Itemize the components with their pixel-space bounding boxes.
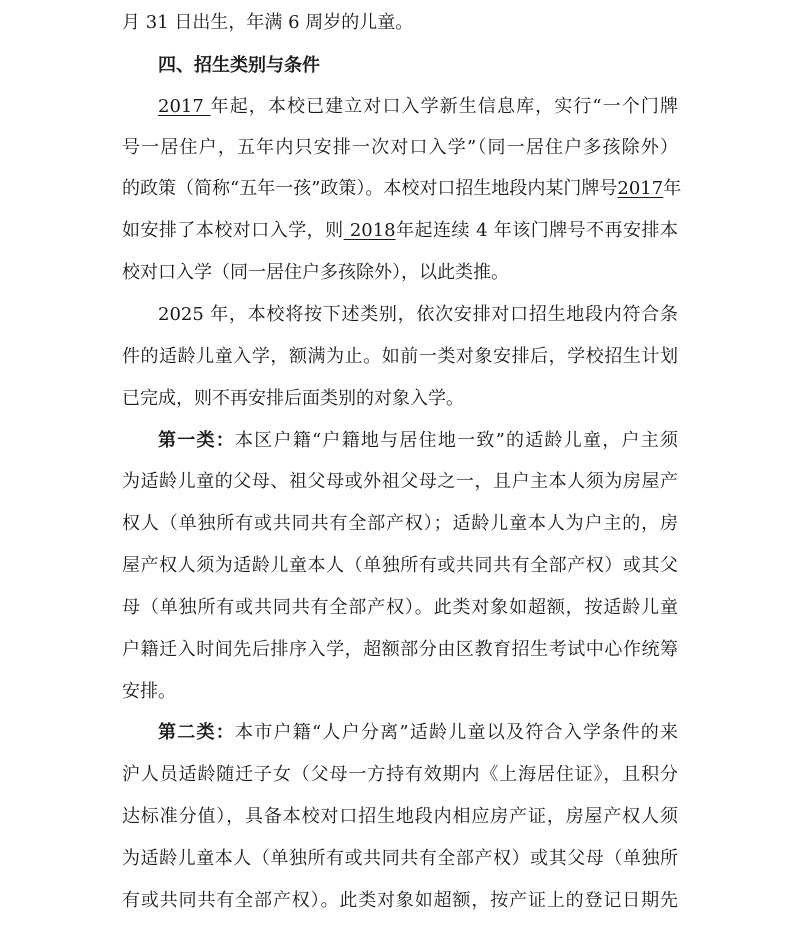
- underlined-year: 2017: [158, 96, 211, 117]
- text-span: 年: [663, 178, 682, 199]
- text-line: [158, 92, 678, 122]
- text-line: 号一居住户，五年内只安排一次对口入学”（同一居住户多孩除外）: [122, 137, 678, 158]
- underlined-year: 2018: [343, 220, 396, 241]
- text-line: 月 31 日出生，年满 6 周岁的儿童。: [122, 12, 414, 33]
- text-span: 的政策（简称“五年一孩”政策）。本校对口招生地段内某门牌号: [122, 178, 618, 199]
- text-line: 安排。: [122, 681, 176, 702]
- text-line: 达标准分值），具备本校对口招生地段内相应房产证，房屋产权人须: [122, 806, 678, 827]
- text-line: [122, 174, 682, 204]
- text-span: 本市户籍“人户分离”适龄儿童以及符合入学条件的来: [234, 722, 679, 743]
- text-span: 本区户籍“户籍地与居住地一致”的适龄儿童，户主须: [234, 430, 679, 451]
- section-heading: 四、招生类别与条件: [158, 55, 320, 76]
- text-line: 为适龄儿童本人（单独所有或共同共有全部产权）或其父母（单独所: [122, 848, 678, 869]
- text-line: 屋产权人须为适龄儿童本人（单独所有或共同共有全部产权）或其父: [122, 555, 678, 576]
- text-line: 母（单独所有或共同共有全部产权）。此类对象如超额，按适龄儿童: [122, 597, 678, 618]
- text-line: 为适龄儿童的父母、祖父母或外祖父母之一，且户主本人须为房屋产: [122, 471, 678, 492]
- text-line: 2025 年，本校将按下述类别，依次安排对口招生地段内符合条: [158, 304, 678, 325]
- text-line: 校对口入学（同一居住户多孩除外），以此类推。: [122, 262, 509, 283]
- text-line: 权人（单独所有或共同共有全部产权）；适龄儿童本人为户主的，房: [122, 513, 678, 534]
- text-line: 沪人员适龄随迁子女（父母一方持有效期内《上海居住证》，且积分: [122, 764, 678, 785]
- underlined-year: 2017: [617, 178, 664, 199]
- text-line: 件的适龄儿童入学，额满为止。如前一类对象安排后，学校招生计划: [122, 346, 678, 367]
- text-span: 年起，本校已建立对口入学新生信息库，实行“一个门牌: [210, 96, 678, 117]
- text-line: [158, 718, 678, 748]
- text-span: 年起连续 4 年该门牌号不再安排本: [395, 220, 679, 241]
- text-line: [158, 426, 678, 456]
- text-line: 户籍迁入时间先后排序入学，超额部分由区教育招生考试中心作统筹: [122, 639, 678, 660]
- category-label: 第一类：: [158, 430, 235, 451]
- text-line: 已完成，则不再安排后面类别的对象入学。: [122, 388, 464, 409]
- text-line: 有或共同共有全部产权）。此类对象如超额，按产证上的登记日期先: [122, 890, 678, 911]
- text-line: [122, 216, 678, 246]
- category-label: 第二类：: [158, 722, 235, 743]
- text-span: 如安排了本校对口入学，则: [122, 220, 344, 241]
